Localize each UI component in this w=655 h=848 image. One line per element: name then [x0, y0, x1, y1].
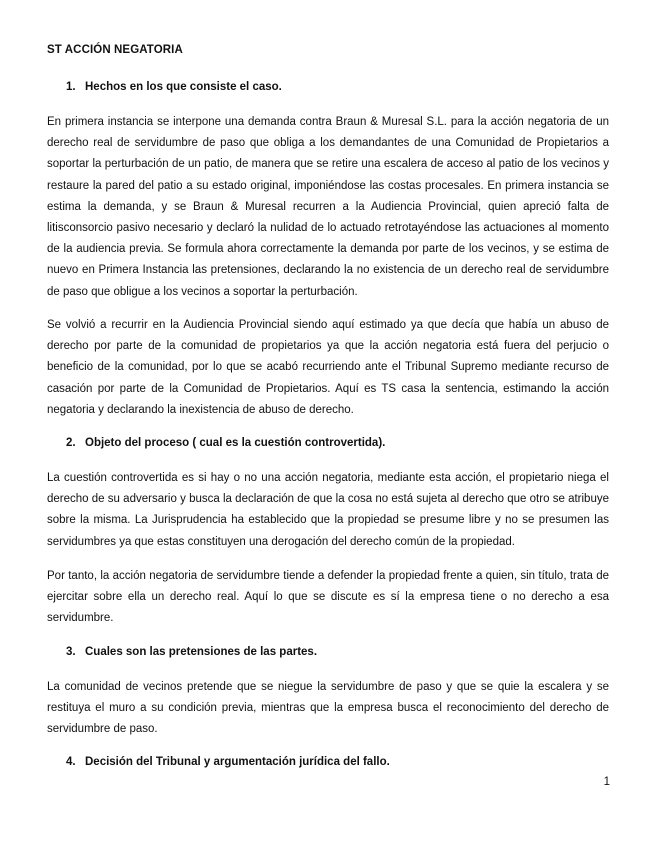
section-2-paragraph-2: Por tanto, la acción negatoria de servidumbre tiende a defender la propiedad frente a quien, sin título, trata de ejercitar sobre ella un derecho real. Aquí lo que se discute es sí la empresa tiene o no derecho a esa servidumbre. — [47, 570, 609, 625]
section-heading-2 — [66, 437, 385, 449]
section-heading-1 — [66, 81, 282, 93]
section-1-paragraph-1: En primera instancia se interpone una demanda contra Braun & Muresal S.L. para la acción negatoria de un derecho real de servidumbre de paso que obliga a los demandantes de una Comunidad de Propietarios a soportar la perturbación de un patio, de manera que se retire una escalera de acceso al patio de los vecinos y restaure la pared del patio a su estado original, imponiéndose las costas procesales. En primera instancia se estima la demanda, y se Braun & Muresal recurren a la Audiencia Provincial, quien apreció falta de litisconsorcio pasivo necesario y declaró la nulidad de lo actuado retrotayéndose las actuaciones al momento de la audiencia previa. Se formula ahora correctamente la demanda por parte de los vecinos, y se estima de nuevo en Primera Instancia las pretensiones, declarando la no existencia de un derecho real de servidumbre de paso que obligue a los vecinos a soportar la perturbación. — [47, 116, 609, 298]
section-3-paragraph-1: La comunidad de vecinos pretende que se niegue la servidumbre de paso y que se quie la escalera y se restituya el muro a su condición previa, mientras que la empresa busca el reconocimiento del derecho de servidumbre de paso. — [47, 681, 609, 736]
section-number: 2. — [66, 437, 76, 449]
section-1-paragraph-2: Se volvió a recurrir en la Audiencia Provincial siendo aquí estimado ya que decía que había un abuso de derecho por parte de la comunidad de propietarios ya que la acción negatoria está fuera del perjucio o beneficio de la comunidad, por lo que se acabó recurriendo ante el Tribunal Supremo mediante recurso de casación por parte de la Comunidad de Propietarios. Aquí es TS casa la sentencia, estimando la acción negatoria y declarando la inexistencia de abuso de derecho. — [47, 319, 609, 416]
section-heading-text: Objeto del proceso ( cual es la cuestión controvertida). — [85, 437, 386, 449]
section-heading-text: Decisión del Tribunal y argumentación jurídica del fallo. — [85, 756, 390, 768]
section-heading-text: Cuales son las pretensiones de las partes. — [85, 646, 318, 658]
section-heading-text: Hechos en los que consiste el caso. — [85, 81, 282, 93]
section-number: 4. — [66, 756, 76, 768]
section-heading-4 — [66, 756, 390, 768]
page-number: 1 — [603, 776, 610, 788]
section-number: 1. — [66, 81, 76, 93]
section-2-paragraph-1: La cuestión controvertida es si hay o no una acción negatoria, mediante esta acción, el propietario niega el derecho de su adversario y busca la declaración de que la cosa no está sujeta al derecho que otro se atribuye sobre la misma. La Jurisprudencia ha establecido que la propiedad se presume libre y no se presumen las servidumbres ya que estas constituyen una derogación del derecho común de la propiedad. — [47, 472, 609, 548]
section-heading-3 — [66, 646, 317, 658]
section-number: 3. — [66, 646, 76, 658]
document-title: ST ACCIÓN NEGATORIA — [47, 44, 183, 56]
